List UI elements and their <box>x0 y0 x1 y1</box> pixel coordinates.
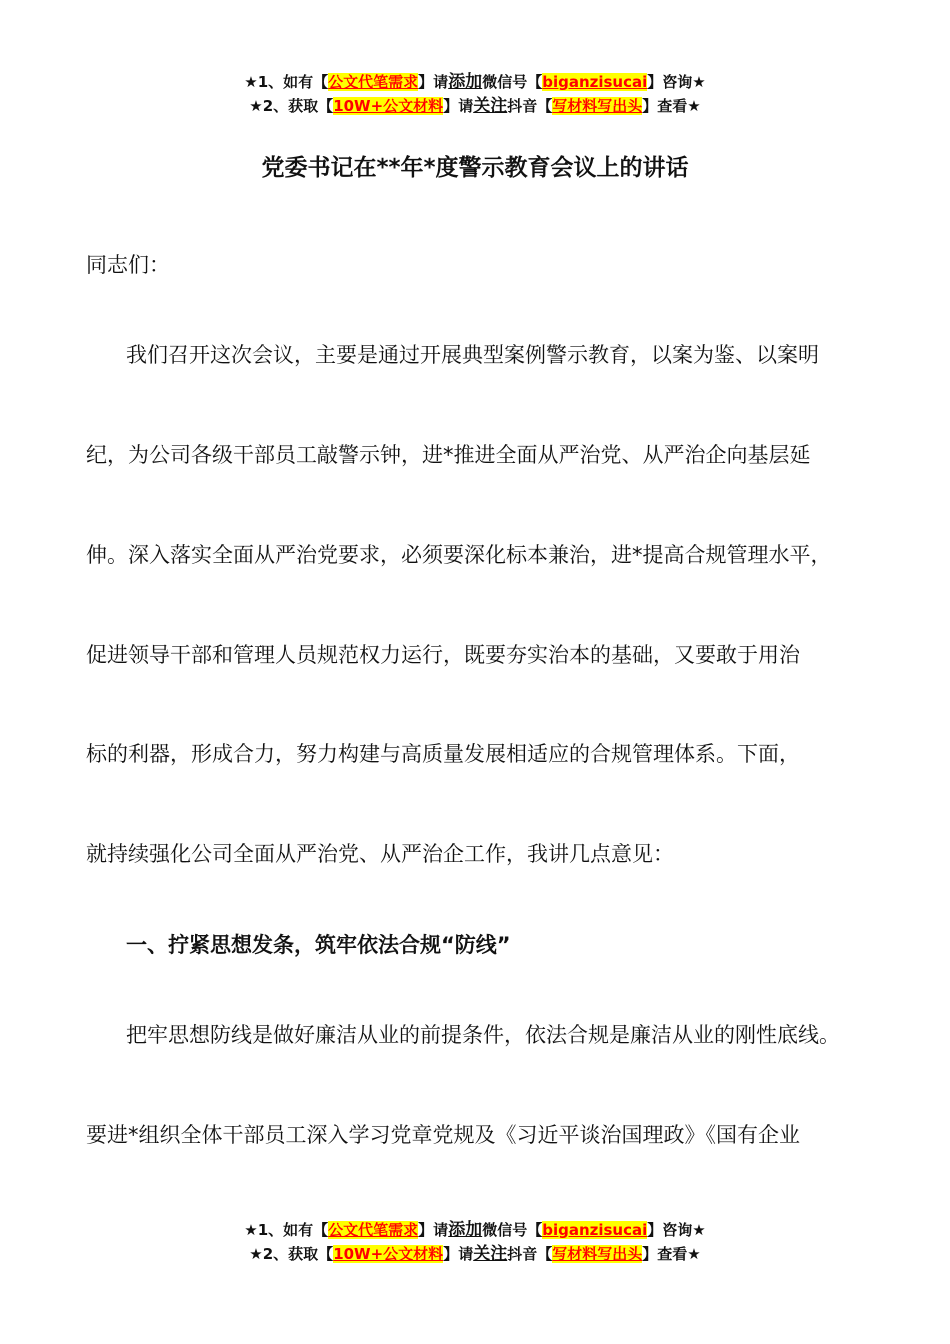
banner-text: 】请 <box>443 1245 474 1263</box>
banner-text: ★2、获取【 <box>249 97 334 115</box>
banner-highlight-douyin-id: 写材料写出头 <box>552 97 643 115</box>
paragraph-line: 我们召开这次会议，主要是通过开展典型案例警示教育，以案为鉴、以案明 <box>126 343 819 367</box>
paragraph-line: 就持续强化公司全面从严治党、从严治企工作，我讲几点意见： <box>86 842 674 866</box>
banner-text: ★2、获取【 <box>249 1245 334 1263</box>
banner-text: 】咨询★ <box>647 1221 706 1239</box>
document-title: 党委书记在**年*度警示教育会议上的讲话 <box>261 155 689 181</box>
banner-highlight-wechat-id: biganzisucai <box>542 1221 648 1239</box>
banner-highlight: 公文代笔需求 <box>328 1221 419 1239</box>
banner-text: 微信号【 <box>482 73 543 91</box>
paragraph-line: 要进*组织全体干部员工深入学习党章党规及《习近平谈治国理政》《国有企业 <box>86 1123 800 1147</box>
banner-line-1 <box>0 1218 950 1242</box>
banner-highlight-wechat-id: biganzisucai <box>542 73 648 91</box>
banner-line-1 <box>0 70 950 94</box>
footer-banner <box>0 1218 950 1266</box>
header-banner <box>0 70 950 118</box>
section-heading: 一、拧紧思想发条，筑牢依法合规“防线” <box>126 933 511 957</box>
paragraph-line: 把牢思想防线是做好廉洁从业的前提条件，依法合规是廉洁从业的刚性底线。 <box>126 1023 840 1047</box>
banner-text: ★1、如有【 <box>244 1221 329 1239</box>
paragraph-line: 伸。深入落实全面从严治党要求，必须要深化标本兼治，进*提高合规管理水平， <box>86 543 832 567</box>
banner-underline: 关注 <box>473 1244 508 1264</box>
banner-text: 】查看★ <box>642 97 701 115</box>
banner-highlight: 公文代笔需求 <box>328 73 419 91</box>
salutation: 同志们： <box>86 253 170 277</box>
banner-underline: 关注 <box>473 96 508 116</box>
banner-highlight: 10W+公文材料 <box>333 1245 444 1263</box>
paragraph-line: 促进领导干部和管理人员规范权力运行，既要夯实治本的基础，又要敢于用治 <box>86 643 800 667</box>
banner-text: 微信号【 <box>482 1221 543 1239</box>
paragraph-line: 标的利器，形成合力，努力构建与高质量发展相适应的合规管理体系。下面， <box>86 742 800 766</box>
banner-text: 】查看★ <box>642 1245 701 1263</box>
banner-underline: 添加 <box>448 1220 483 1240</box>
banner-line-2 <box>0 94 950 118</box>
banner-text: 】咨询★ <box>647 73 706 91</box>
banner-text: ★1、如有【 <box>244 73 329 91</box>
banner-text: 】请 <box>418 73 449 91</box>
banner-underline: 添加 <box>448 72 483 92</box>
paragraph-line: 纪，为公司各级干部员工敲警示钟，进*推进全面从严治党、从严治企向基层延 <box>86 443 811 467</box>
banner-highlight: 10W+公文材料 <box>333 97 444 115</box>
banner-text: 】请 <box>443 97 474 115</box>
banner-text: 抖音【 <box>507 97 553 115</box>
banner-text: 】请 <box>418 1221 449 1239</box>
banner-line-2 <box>0 1242 950 1266</box>
banner-text: 抖音【 <box>507 1245 553 1263</box>
banner-highlight-douyin-id: 写材料写出头 <box>552 1245 643 1263</box>
